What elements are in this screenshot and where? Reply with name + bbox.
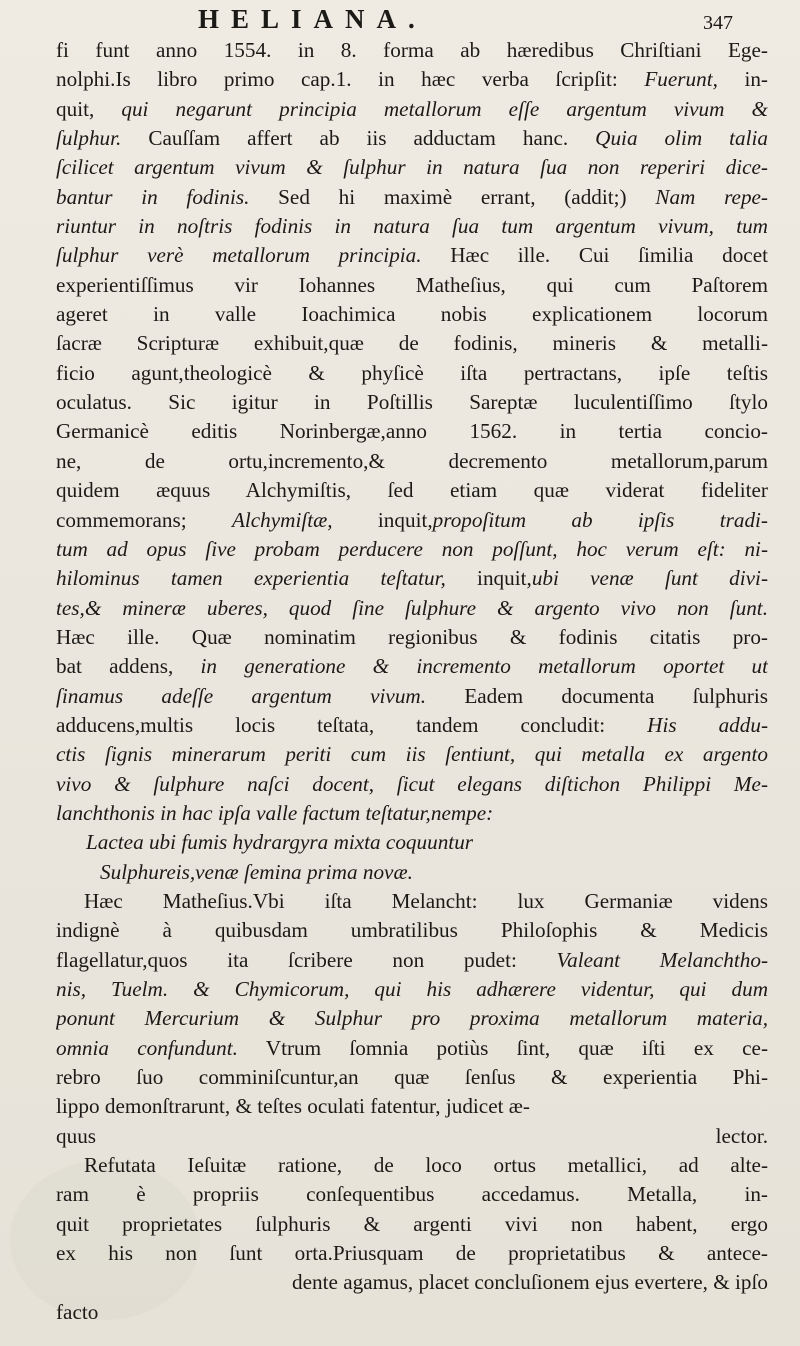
text-line: [56, 1122, 768, 1151]
text-line: [56, 241, 768, 270]
text-line: [56, 740, 768, 769]
text-span: oculatus. Sic igitur in Poſtillis Sareptæ luculentiſſimo ſtylo: [56, 390, 768, 415]
text-line: [56, 183, 768, 212]
text-line: [56, 1004, 768, 1033]
italic-span: Alchymiſtæ,: [231, 507, 333, 532]
text-line: [56, 1180, 768, 1209]
text-line: [56, 65, 768, 94]
italic-span: tum ad opus ſive probam perducere non poſſunt, hoc verum eſt: ni-: [56, 536, 768, 561]
text-line: [56, 300, 768, 329]
text-line: [56, 770, 768, 799]
italic-span: omnia confundunt.: [56, 1035, 238, 1060]
italic-span: ponunt Mercurium & Sulphur pro proxima metallorum materia,: [56, 1006, 768, 1031]
text-span: inquit,: [445, 566, 532, 591]
text-line: [56, 1092, 768, 1121]
text-span: Sed hi maximè errant, (addit;): [249, 184, 656, 209]
italic-span: ubi venæ ſunt divi-: [531, 566, 768, 591]
italic-span: hilominus tamen experientia teſtatur,: [56, 566, 446, 591]
italic-span: ſcilicet argentum vivum & ſulphur in natura ſua non reperiri dice-: [56, 155, 768, 180]
text-line: [56, 447, 768, 476]
text-span: rebro ſuo comminiſcuntur,an quæ ſenſus & experientia Phi-: [56, 1065, 768, 1090]
text-line: [56, 946, 768, 975]
text-line: [56, 799, 768, 828]
text-line: [56, 1034, 768, 1063]
text-line: [56, 564, 768, 593]
text-span: nolphi.Is libro primo cap.1. in hæc verba ſcripſit:: [56, 67, 645, 92]
italic-span: Lactea ubi fumis hydrargyra mixta coquuntur: [86, 830, 474, 855]
text-line: [56, 975, 768, 1004]
text-span: ageret in valle Ioachimica nobis explicationem locorum: [56, 302, 768, 327]
italic-span: riuntur in noſtris fodinis in natura ſua tum argentum vivum, tum: [56, 214, 768, 239]
text-span: bat addens,: [56, 654, 201, 679]
italic-span: vivo & ſulphure naſci docent, ſicut elegans diſtichon Philippi Me-: [56, 771, 768, 796]
text-line: [56, 124, 768, 153]
text-line: [56, 916, 768, 945]
page-number: 347: [703, 12, 733, 34]
text-span: Hæc ille. Cui ſimilia docet: [421, 243, 768, 268]
text-line: [56, 476, 768, 505]
text-span: Hæc ille. Quæ nominatim regionibus & fodinis citatis pro-: [56, 624, 768, 649]
text-line: [56, 1210, 768, 1239]
text-line: [56, 858, 768, 887]
text-span: Vtrum ſomnia potiùs ſint, quæ iſti ex ce-: [237, 1035, 768, 1060]
text-span: ficio agunt,theologicè & phyſicè iſta pertractans, ipſe teſtis: [56, 360, 768, 385]
text-line: [56, 887, 768, 916]
text-span: indignè à quibusdam umbratilibus Philoſophis & Medicis: [56, 918, 768, 943]
text-line: [56, 329, 768, 358]
text-span: flagellatur,quos ita ſcribere non pudet:: [56, 947, 557, 972]
text-span: quit,: [56, 96, 122, 121]
text-span: lippo demonſtrarunt, & teſtes oculati fatentur, judicet æ-: [56, 1094, 530, 1119]
text-span: ſacræ Scripturæ exhibuit,quæ de fodinis, mineris & metalli-: [56, 331, 768, 356]
text-span: ex his non ſunt orta.Priusquam de proprietatibus & antece-: [56, 1241, 768, 1266]
text-span: ram è propriis conſequentibus accedamus. Metalla, in-: [56, 1182, 768, 1207]
text-line: [56, 359, 768, 388]
text-span: dente agamus, placet concluſionem ejus evertere, & ipſo: [292, 1270, 768, 1295]
italic-span: nis, Tuelm. & Chymicorum, qui his adhærere videntur, qui dum: [56, 977, 768, 1001]
text-line: [56, 623, 768, 652]
text-line: [56, 828, 768, 857]
text-line: [56, 1268, 768, 1297]
italic-span: bantur in fodinis.: [56, 184, 250, 209]
text-span: Refutata Ieſuitæ ratione, de loco ortus metallici, ad alte-: [84, 1153, 768, 1178]
text-span: quidem æquus Alchymiſtis, ſed etiam quæ viderat fideliter: [56, 478, 768, 503]
text-line: [56, 1151, 768, 1180]
text-span: fi funt anno 1554. in 8. forma ab hæredibus Chriſtiani Ege-: [56, 38, 768, 62]
text-line: [56, 594, 768, 623]
italic-span: Fuerunt,: [644, 67, 718, 92]
text-span: adducens,multis locis teſtata, tandem concludit:: [56, 712, 648, 737]
text-span: in-: [717, 67, 768, 92]
italic-span: tes,& mineræ uberes, quod ſine ſulphure & argento vivo non ſunt.: [56, 595, 768, 620]
italic-span: ſulphur verè metallorum principia.: [56, 243, 422, 268]
text-span: quit proprietates ſulphuris & argenti vivi non habent, ergo: [56, 1211, 768, 1236]
italic-span: Sulphureis,venæ ſemina prima novæ.: [100, 859, 413, 884]
text-span: quus lector.: [56, 1123, 768, 1148]
text-line: [56, 36, 768, 65]
text-line: [56, 1239, 768, 1268]
body-text: [56, 36, 768, 1327]
italic-span: in generatione & incremento metallorum oportet ut: [200, 654, 768, 679]
italic-span: Quia olim talia: [595, 126, 768, 151]
italic-span: propoſitum ab ipſis tradi-: [432, 507, 768, 532]
text-span: facto: [56, 1299, 99, 1324]
italic-span: Nam repe-: [655, 184, 768, 209]
text-span: Hæc Matheſius.Vbi iſta Melancht: lux Germaniæ videns: [84, 888, 768, 913]
page-header: [0, 4, 800, 38]
text-span: Eadem documenta ſulphuris: [426, 683, 768, 708]
text-line: [56, 417, 768, 446]
text-line: [56, 652, 768, 681]
text-span: commemorans;: [56, 507, 232, 532]
italic-span: lanchthonis in hac ipſa valle factum teſtatur,nempe:: [56, 800, 494, 825]
text-line: [56, 535, 768, 564]
text-line: [56, 212, 768, 241]
text-span: inquit,: [332, 507, 433, 532]
text-line: [56, 388, 768, 417]
text-line: [56, 95, 768, 124]
italic-span: Valeant Melanchtho-: [556, 947, 768, 972]
text-line: [56, 711, 768, 740]
running-head: HELIANA.: [198, 4, 427, 34]
italic-span: qui negarunt principia metallorum eſſe argentum vivum &: [121, 96, 768, 121]
text-line: [56, 271, 768, 300]
text-line: [56, 1298, 768, 1327]
text-line: [56, 153, 768, 182]
italic-span: ſinamus adeſſe argentum vivum.: [56, 683, 427, 708]
italic-span: ctis ſignis minerarum periti cum iis ſentiunt, qui metalla ex argento: [56, 742, 768, 767]
text-span: experientiſſimus vir Iohannes Matheſius, qui cum Paſtorem: [56, 272, 768, 297]
text-span: ne, de ortu,incremento,& decremento metallorum,parum: [56, 448, 768, 473]
italic-span: ſulphur.: [56, 126, 122, 151]
text-line: [56, 1063, 768, 1092]
text-line: [56, 682, 768, 711]
text-span: Cauſſam affert ab iis adductam hanc.: [121, 126, 596, 151]
text-span: Germanicè editis Norinbergæ,anno 1562. in tertia concio-: [56, 419, 768, 444]
text-line: [56, 506, 768, 535]
italic-span: His addu-: [647, 712, 768, 737]
